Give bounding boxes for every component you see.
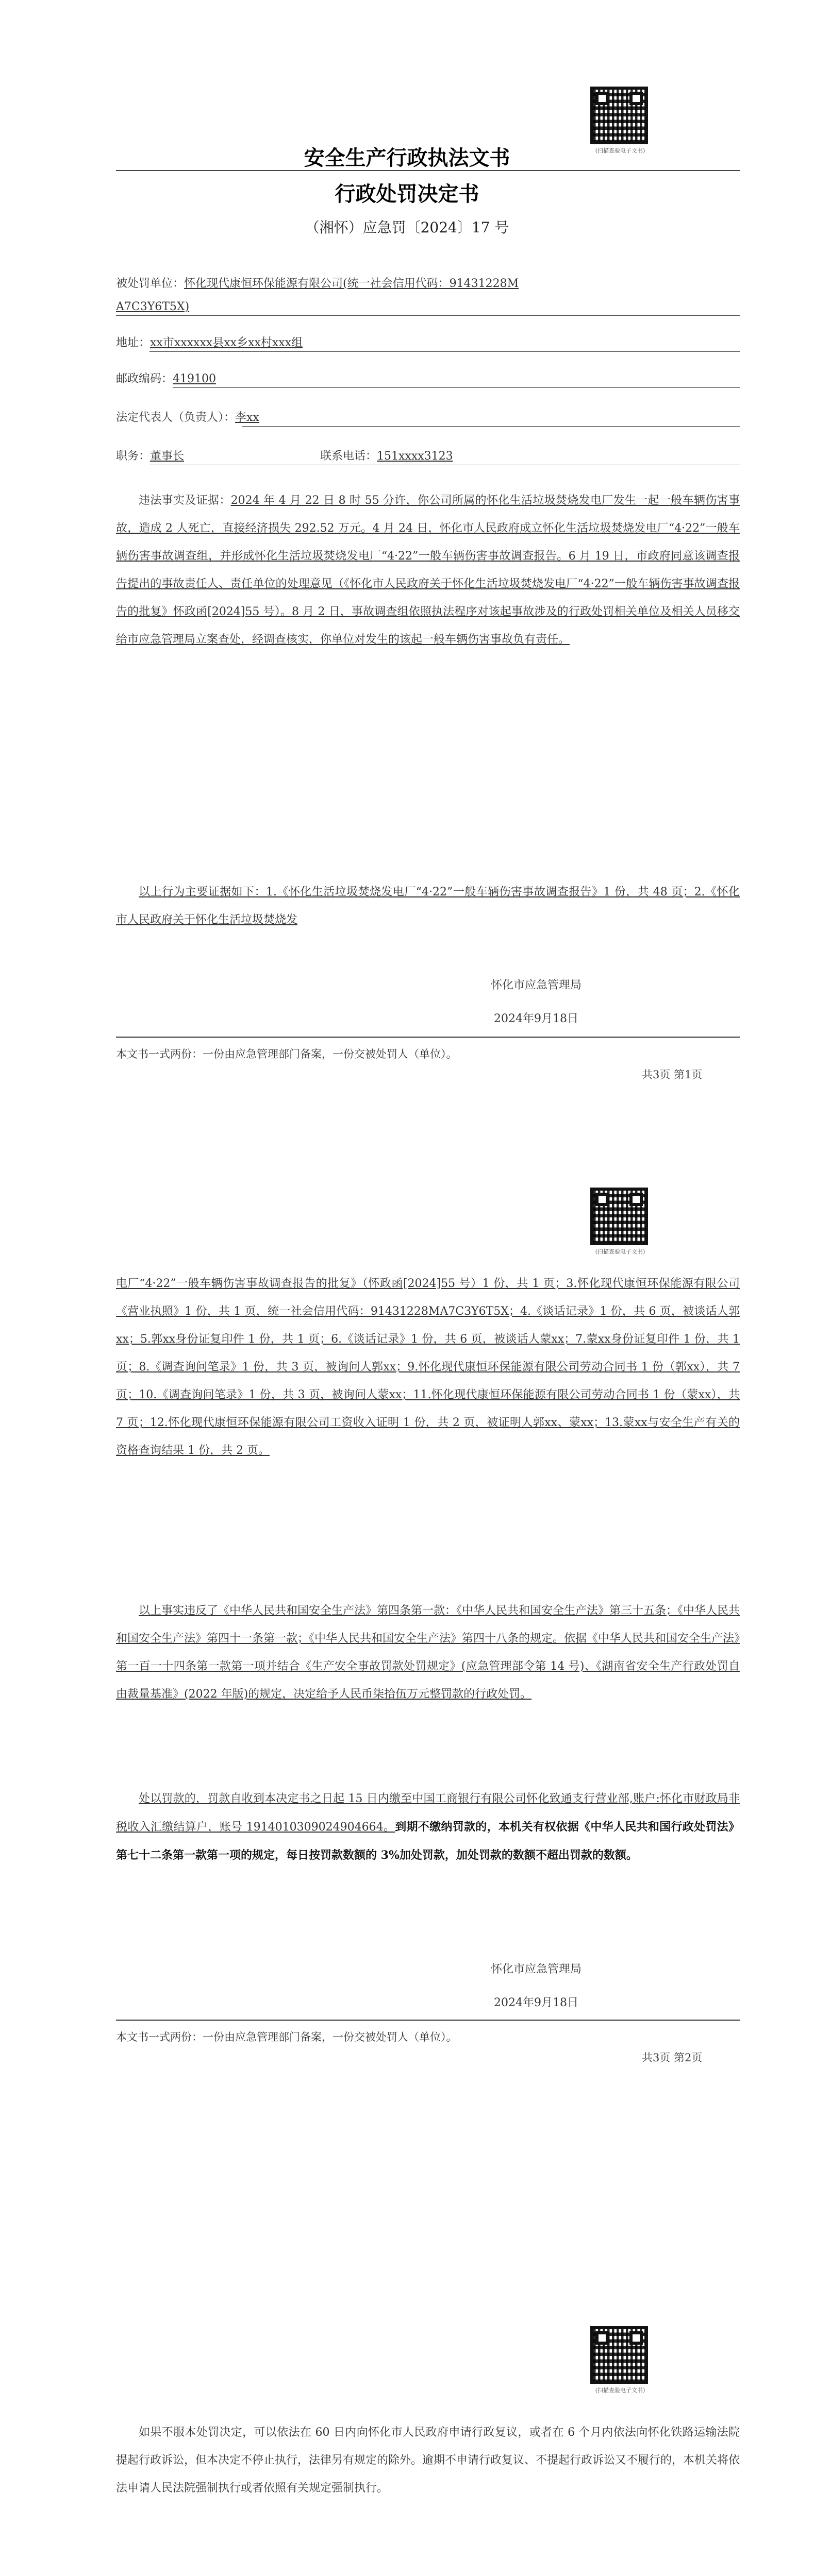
title-divider xyxy=(116,170,740,171)
payment-body: 处以罚款的，罚款自收到本决定书之日起 15 日内缴至中国工商银行有限公司怀化致通支行营业部,账户:怀化市财政局非税收入汇缴结算户，账号 1914010309024904664。 xyxy=(116,1792,740,1834)
rep-label: 法定代表人（负责人）： xyxy=(116,411,236,424)
evidence-list: 电厂“4·22”一般车辆伤害事故调查报告的批复》（怀政函[2024]55 号）1 份，共 1 页；3.怀化现代康恒环保能源有限公司《营业执照》1 份，共 1 页，统一社会信用代码：91431228MA7C3Y6T5X；4.《谈话记录》1 份，共 6 页，被谈话人郭xx；5.郭xx身份证复印件 1 份，共 1 页；6.《谈话记录》1 份，共 6 页，被谈话人蒙xx；7.蒙xx身份证复印件 1 份，共 1 页；8.《调查询问笔录》1 份，共 3 页，被询问人郭xx；9.怀化现代康恒环保能源有限公司劳动合同书 1 份（郭xx），共 7 页；10.《调查询问笔录》1 份，共 3 页，被询问人蒙xx；11.怀化现代康恒环保能源有限公司劳动合同书 1 份（蒙xx），共 7 页；12.怀化现代康恒环保能源有限公司工资收入证明 1 份，共 2 页，被证明人郭xx、蒙xx；13.蒙xx与安全生产有关的资格查询结果 1 份，共 2 页。 xyxy=(116,1277,740,1457)
evidence-paragraph xyxy=(116,878,740,934)
page-number: 共3页 第1页 xyxy=(642,1069,703,1081)
address-value: xx市xxxxxx县xx乡xx村xxx组 xyxy=(150,336,303,349)
position-field xyxy=(116,448,724,465)
postcode-label: 邮政编码： xyxy=(116,372,173,385)
address-field xyxy=(116,335,724,351)
evidence-body: 以上行为主要证据如下：1.《怀化生活垃圾焚烧发电厂“4·22”一般车辆伤害事故调查报告》1 份，共 48 页；2.《怀化市人民政府关于怀化生活垃圾焚烧发 xyxy=(116,886,740,926)
page-2 xyxy=(0,1154,814,2246)
qr-code-icon xyxy=(590,87,648,144)
payment-paragraph xyxy=(116,1785,740,1870)
qr-code-icon xyxy=(590,1188,648,1245)
issue-date: 2024年9月18日 xyxy=(494,1012,578,1025)
party-field-cont xyxy=(116,299,724,315)
doc-number: （湘怀）应急罚〔2024〕17 号 xyxy=(305,219,509,236)
issue-date: 2024年9月18日 xyxy=(494,1996,578,2009)
postcode-field xyxy=(116,371,724,387)
doc-title-sub: 行政处罚决定书 xyxy=(335,182,479,206)
postcode-value: 419100 xyxy=(173,372,216,385)
party-field xyxy=(116,276,724,292)
rep-value: 李xx xyxy=(235,411,259,424)
footer-rule xyxy=(116,2020,740,2021)
party-value-cont: A7C3Y6T5X) xyxy=(116,300,190,313)
issuing-org: 怀化市应急管理局 xyxy=(490,1963,582,1976)
postcode-underline xyxy=(173,387,740,388)
violation-paragraph xyxy=(116,1597,740,1708)
appeal-paragraph xyxy=(116,2419,740,2502)
page-3 xyxy=(0,2241,814,2576)
page-1 xyxy=(0,0,814,1081)
address-underline xyxy=(149,351,740,352)
late-fee-body: 到期不缴纳罚款的，本机关有权依据《中华人民共和国行政处罚法》第七十二条第一款第一项的规定，每日按罚款数额的 3%加处罚款，加处罚款的数额不超出罚款的数额。 xyxy=(116,1820,740,1862)
party-label: 被处罚单位： xyxy=(116,277,185,290)
qr-caption: (扫描查验电子文书) xyxy=(595,1248,645,1255)
facts-label: 违法事实及证据： xyxy=(139,494,231,507)
issuing-org: 怀化市应急管理局 xyxy=(490,979,582,992)
appeal-body: 如果不服本处罚决定，可以依法在 60 日内向怀化市人民政府申请行政复议，或者在 6 个月内依法向怀化铁路运输法院提起行政诉讼，但本决定不停止执行，法律另有规定的除外。逾期不申请行政复议、不提起行政诉讼又不履行的，本机关将依法申请人民法院强制执行或者依照有关规定强制执行。 xyxy=(116,2426,740,2495)
doc-title-main: 安全生产行政执法文书 xyxy=(304,146,510,170)
violation-body: 以上事实违反了《中华人民共和国安全生产法》第四条第一款：《中华人民共和国安全生产法》第三十五条；《中华人民共和国安全生产法》第四十一条第一款；《中华人民共和国安全生产法》第四十八条的规定。依据《中华人民共和国安全生产法》第一百一十四条第一款第一项并结合《生产安全事故罚款处罚规定》(应急管理部令第 14 号)、《湖南省安全生产行政处罚自由裁量基准》(2022 年版)的规定，决定给予人民币柒拾伍万元整罚款的行政处罚。 xyxy=(116,1604,740,1701)
footer-note: 本文书一式两份：一份由应急管理部门备案，一份交被处罚人（单位）。 xyxy=(116,2031,457,2043)
facts-paragraph xyxy=(116,487,740,654)
footer-rule xyxy=(116,1037,740,1038)
rep-underline xyxy=(242,426,740,427)
position-value: 董事长 xyxy=(150,450,185,463)
evidence-continued xyxy=(116,1270,740,1465)
party-value: 怀化现代康恒环保能源有限公司(统一社会信用代码：91431228M xyxy=(184,277,519,290)
page-number: 共3页 第2页 xyxy=(642,2052,703,2064)
party-underline xyxy=(116,315,740,316)
footer-note: 本文书一式两份：一份由应急管理部门备案，一份交被处罚人（单位）。 xyxy=(116,1048,457,1060)
rep-field xyxy=(116,410,724,426)
facts-body: 2024 年 4 月 22 日 8 时 55 分许，你公司所属的怀化生活垃圾焚烧发电厂发生一起一般车辆伤害事故，造成 2 人死亡，直接经济损失 292.52 万元。4 月 24 日，怀化市人民政府成立怀化生活垃圾焚烧发电厂“4·22”一般车辆伤害事故调查组，并形成怀化生活垃圾焚烧发电厂“4·22”一般车辆伤害事故调查报告。6 月 19 日，市政府同意该调查报告提出的事故责任人、责任单位的处理意见（《怀化市人民政府关于怀化生活垃圾焚烧发电厂“4·22”一般车辆伤害事故调查报告的批复》怀政函[2024]55 号）。8 月 2 日，事故调查组依照执法程序对该起事故涉及的行政处罚相关单位及相关人员移交给市应急管理局立案查处，经调查核实，你单位对发生的该起一般车辆伤害事故负有责任。 xyxy=(116,494,740,646)
phone-label: 联系电话： xyxy=(320,450,377,463)
qr-code-icon xyxy=(590,2326,648,2384)
position-label: 职务： xyxy=(116,450,151,463)
address-label: 地址： xyxy=(116,336,151,349)
qr-caption: (扫描查验电子文书) xyxy=(595,2387,645,2394)
phone-value: 151xxxx3123 xyxy=(377,450,453,463)
qr-caption: (扫描查验电子文书) xyxy=(595,147,645,154)
